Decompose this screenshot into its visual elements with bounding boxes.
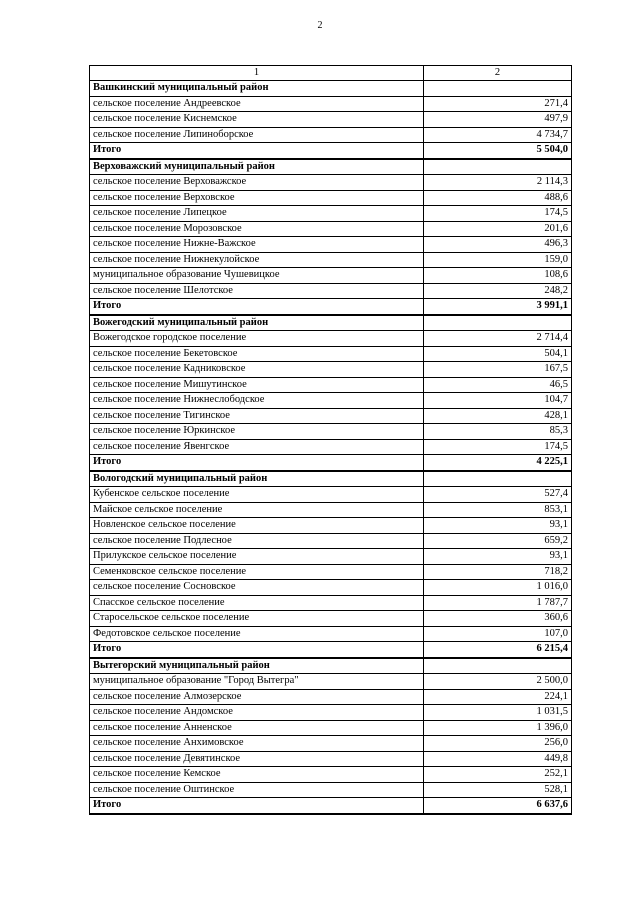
settlement-name: сельское поселение Андомское <box>90 705 424 721</box>
settlement-name: сельское поселение Андреевское <box>90 96 424 112</box>
settlement-value: 1 787,7 <box>424 595 572 611</box>
district-value-empty <box>424 315 572 331</box>
table-row <box>90 782 572 798</box>
district-value-empty <box>424 81 572 97</box>
total-row <box>90 299 572 315</box>
district-value-empty <box>424 471 572 487</box>
total-value: 6 637,6 <box>424 798 572 814</box>
settlement-name: сельское поселение Бекетовское <box>90 346 424 362</box>
table-row <box>90 705 572 721</box>
settlement-value: 201,6 <box>424 221 572 237</box>
settlement-name: Федотовское сельское поселение <box>90 626 424 642</box>
total-label: Итого <box>90 143 424 159</box>
table-row <box>90 175 572 191</box>
settlement-name: сельское поселение Анхимовское <box>90 736 424 752</box>
table-row <box>90 611 572 627</box>
settlement-name: муниципальное образование "Город Вытегра" <box>90 674 424 690</box>
settlement-name: сельское поселение Юркинское <box>90 424 424 440</box>
settlement-name: сельское поселение Сосновское <box>90 580 424 596</box>
settlement-value: 159,0 <box>424 252 572 268</box>
table-row <box>90 221 572 237</box>
table-row <box>90 502 572 518</box>
district-row <box>90 159 572 175</box>
settlement-value: 104,7 <box>424 393 572 409</box>
settlement-value: 256,0 <box>424 736 572 752</box>
table-row <box>90 424 572 440</box>
table-body <box>90 81 572 814</box>
district-name: Вытегорский муниципальный район <box>90 658 424 674</box>
column-header-2: 2 <box>424 66 572 81</box>
settlement-value: 2 114,3 <box>424 175 572 191</box>
table-row <box>90 580 572 596</box>
settlement-value: 496,3 <box>424 237 572 253</box>
total-value: 6 215,4 <box>424 642 572 658</box>
settlement-name: сельское поселение Шелотское <box>90 283 424 299</box>
table-row <box>90 689 572 705</box>
settlement-name: сельское поселение Кадниковское <box>90 362 424 378</box>
table-row <box>90 393 572 409</box>
table-row <box>90 626 572 642</box>
table-row <box>90 206 572 222</box>
table-row <box>90 127 572 143</box>
settlement-value: 252,1 <box>424 767 572 783</box>
settlement-value: 488,6 <box>424 190 572 206</box>
settlement-name: сельское поселение Подлесное <box>90 533 424 549</box>
district-name: Вожегодский муниципальный район <box>90 315 424 331</box>
total-label: Итого <box>90 299 424 315</box>
district-name: Верховажский муниципальный район <box>90 159 424 175</box>
settlement-value: 2 714,4 <box>424 331 572 347</box>
settlement-value: 528,1 <box>424 782 572 798</box>
table-row <box>90 533 572 549</box>
settlement-value: 167,5 <box>424 362 572 378</box>
table-row <box>90 96 572 112</box>
district-value-empty <box>424 658 572 674</box>
table-row <box>90 346 572 362</box>
settlement-value: 449,8 <box>424 751 572 767</box>
table-row <box>90 408 572 424</box>
table-row <box>90 564 572 580</box>
table-row <box>90 362 572 378</box>
settlement-name: сельское поселение Нижнеслободское <box>90 393 424 409</box>
settlement-value: 174,5 <box>424 206 572 222</box>
settlement-value: 4 734,7 <box>424 127 572 143</box>
settlement-value: 504,1 <box>424 346 572 362</box>
settlement-value: 659,2 <box>424 533 572 549</box>
table-row <box>90 252 572 268</box>
settlement-value: 853,1 <box>424 502 572 518</box>
table-row <box>90 112 572 128</box>
district-row <box>90 81 572 97</box>
settlement-value: 497,9 <box>424 112 572 128</box>
settlement-name: сельское поселение Киснемское <box>90 112 424 128</box>
district-value-empty <box>424 159 572 175</box>
settlement-value: 271,4 <box>424 96 572 112</box>
settlement-value: 174,5 <box>424 439 572 455</box>
table-row <box>90 720 572 736</box>
total-row <box>90 455 572 471</box>
settlement-name: Вожегодское городское поселение <box>90 331 424 347</box>
settlement-name: сельское поселение Оштинское <box>90 782 424 798</box>
settlement-value: 107,0 <box>424 626 572 642</box>
total-value: 5 504,0 <box>424 143 572 159</box>
settlement-name: сельское поселение Липиноборское <box>90 127 424 143</box>
settlement-value: 93,1 <box>424 549 572 565</box>
settlement-name: сельское поселение Морозовское <box>90 221 424 237</box>
total-value: 4 225,1 <box>424 455 572 471</box>
settlement-value: 527,4 <box>424 487 572 503</box>
district-name: Вашкинский муниципальный район <box>90 81 424 97</box>
settlement-name: сельское поселение Алмозерское <box>90 689 424 705</box>
total-row <box>90 143 572 159</box>
settlement-value: 93,1 <box>424 518 572 534</box>
settlement-value: 248,2 <box>424 283 572 299</box>
table-row <box>90 237 572 253</box>
table-row <box>90 549 572 565</box>
table-row <box>90 268 572 284</box>
settlement-name: Новленское сельское поселение <box>90 518 424 534</box>
settlement-value: 2 500,0 <box>424 674 572 690</box>
settlement-value: 360,6 <box>424 611 572 627</box>
table-row <box>90 736 572 752</box>
settlement-name: Семенковское сельское поселение <box>90 564 424 580</box>
total-row <box>90 642 572 658</box>
settlement-name: сельское поселение Мишутинское <box>90 377 424 393</box>
settlement-value: 46,5 <box>424 377 572 393</box>
settlement-value: 85,3 <box>424 424 572 440</box>
total-label: Итого <box>90 642 424 658</box>
settlement-name: сельское поселение Явенгское <box>90 439 424 455</box>
settlement-name: сельское поселение Верховажское <box>90 175 424 191</box>
table-row <box>90 674 572 690</box>
settlement-name: Старосельское сельское поселение <box>90 611 424 627</box>
table-row <box>90 518 572 534</box>
settlement-name: Кубенское сельское поселение <box>90 487 424 503</box>
settlement-name: Спасское сельское поселение <box>90 595 424 611</box>
table-row <box>90 439 572 455</box>
table-row <box>90 751 572 767</box>
table-row <box>90 487 572 503</box>
budget-table <box>89 65 572 815</box>
settlement-name: сельское поселение Верховское <box>90 190 424 206</box>
page-number: 2 <box>317 20 323 31</box>
settlement-value: 224,1 <box>424 689 572 705</box>
settlement-value: 718,2 <box>424 564 572 580</box>
table-row <box>90 767 572 783</box>
total-label: Итого <box>90 798 424 814</box>
settlement-name: муниципальное образование Чушевицкое <box>90 268 424 284</box>
settlement-name: Майское сельское поселение <box>90 502 424 518</box>
settlement-value: 1 031,5 <box>424 705 572 721</box>
settlement-name: сельское поселение Тигинское <box>90 408 424 424</box>
table-header-row <box>90 66 572 81</box>
settlement-name: сельское поселение Кемское <box>90 767 424 783</box>
district-name: Вологодский муниципальный район <box>90 471 424 487</box>
settlement-value: 1 396,0 <box>424 720 572 736</box>
column-header-1: 1 <box>90 66 424 81</box>
total-value: 3 991,1 <box>424 299 572 315</box>
table-row <box>90 377 572 393</box>
table-row <box>90 283 572 299</box>
district-row <box>90 658 572 674</box>
settlement-name: сельское поселение Нижне-Важское <box>90 237 424 253</box>
total-label: Итого <box>90 455 424 471</box>
settlement-name: сельское поселение Липецкое <box>90 206 424 222</box>
settlement-name: сельское поселение Девятинское <box>90 751 424 767</box>
total-row <box>90 798 572 814</box>
settlement-name: Прилукское сельское поселение <box>90 549 424 565</box>
table-row <box>90 331 572 347</box>
district-row <box>90 471 572 487</box>
table-row <box>90 190 572 206</box>
settlement-name: сельское поселение Нижнекулойское <box>90 252 424 268</box>
table-row <box>90 595 572 611</box>
settlement-value: 108,6 <box>424 268 572 284</box>
settlement-value: 428,1 <box>424 408 572 424</box>
settlement-name: сельское поселение Анненское <box>90 720 424 736</box>
district-row <box>90 315 572 331</box>
settlement-value: 1 016,0 <box>424 580 572 596</box>
